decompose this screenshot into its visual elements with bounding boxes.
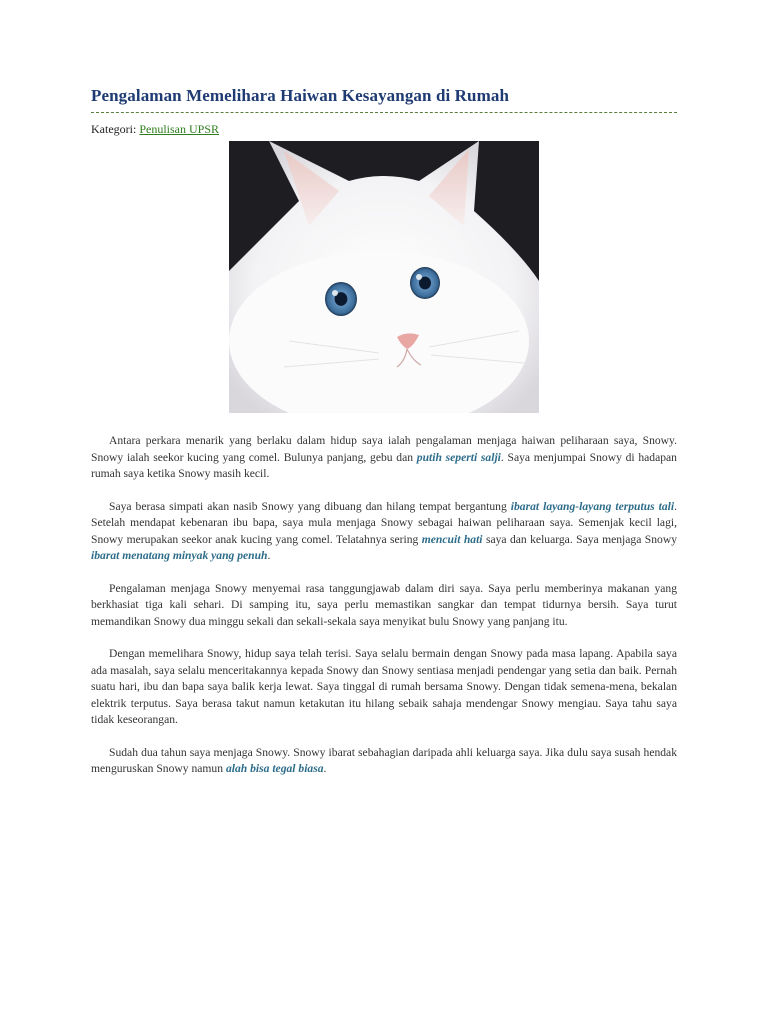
article — [91, 86, 677, 778]
paragraph-5-text-b: . — [323, 762, 327, 775]
white-cat-photo — [229, 141, 539, 413]
paragraph-4: Dengan memelihara Snowy, hidup saya telah terisi. Saya selalu bermain dengan Snowy pada masa lapang. Apabila saya ada masalah, saya selalu menceritakannya kepada Snowy dan Snowy sentiasa menjadi pendengar yang setia dan baik. Pernah suatu hari, ibu dan bapa saya balik kerja lewat. Saya tinggal di rumah bersama Snowy. Dengan tidak semena-mena, bekalan elektrik terputus. Saya berasa takut namun ketakutan itu hilang sebaik sahaja mendengar Snowy mengiau. Saya tahu saya tidak keseorangan. — [91, 647, 677, 726]
paragraph-2 — [91, 499, 677, 565]
idiom-layang-layang: ibarat layang-layang terputus tali — [510, 499, 675, 513]
paragraph-3: Pengalaman menjaga Snowy menyemai rasa tanggungjawab dalam diri saya. Saya perlu memberinya makanan yang berkhasiat tiga kali sehari. Di samping itu, saya perlu memastikan sangkar dan tempat tidurnya bersih. Saya turut memandikan Snowy dua minggu sekali dan sekali-sekala saya menyikat bulu Snowy yang panjang itu. — [91, 581, 677, 628]
paragraph-1 — [91, 433, 677, 483]
paragraph-2-text-d: . — [267, 549, 271, 562]
category-link[interactable]: Penulisan UPSR — [139, 122, 220, 136]
paragraph-2-text-b: . Setelah mendapat kebenaran ibu bapa, saya mula menjaga Snowy sebagai haiwan peliharaan saya. Semenjak kecil lagi, Snowy merupakan seekor anak kucing yang comel. Telatahnya sering — [91, 499, 678, 546]
paragraph-2-text-a: Saya berasa simpati akan nasib Snowy yang dibuang dan hilang tempat bergantung — [109, 499, 511, 513]
idiom-putih-seperti-salji: putih seperti salji — [416, 450, 501, 464]
paragraph-5-text-a: Sudah dua tahun saya menjaga Snowy. Snowy ibarat sebahagian daripada ahli keluarga saya. Jika dulu saya susah hendak menguruskan Snowy namun — [91, 745, 677, 775]
idiom-menatang-minyak: ibarat menatang minyak yang penuh — [91, 549, 268, 562]
paragraph-1-text-a: Antara perkara menarik yang berlaku dalam hidup saya ialah pengalaman menjaga haiwan peliharaan saya, Snowy. Snowy ialah seekor kucing yang comel. Bulunya panjang, gebu dan — [91, 434, 677, 464]
paragraph-1-text-b: . Saya menjumpai Snowy di hadapan rumah saya ketika Snowy masih kecil. — [91, 450, 677, 480]
paragraph-2-text-c: saya dan keluarga. Saya menjaga Snowy — [482, 532, 678, 546]
category-label: Kategori: — [91, 122, 137, 136]
idiom-alah-bisa: alah bisa tegal biasa — [225, 762, 324, 775]
title-divider — [91, 112, 677, 113]
paragraph-5 — [91, 745, 677, 778]
category-line — [91, 122, 677, 137]
idiom-mencuit-hati: mencuit hati — [421, 532, 483, 546]
article-title: Pengalaman Memelihara Haiwan Kesayangan di Rumah — [91, 86, 510, 105]
